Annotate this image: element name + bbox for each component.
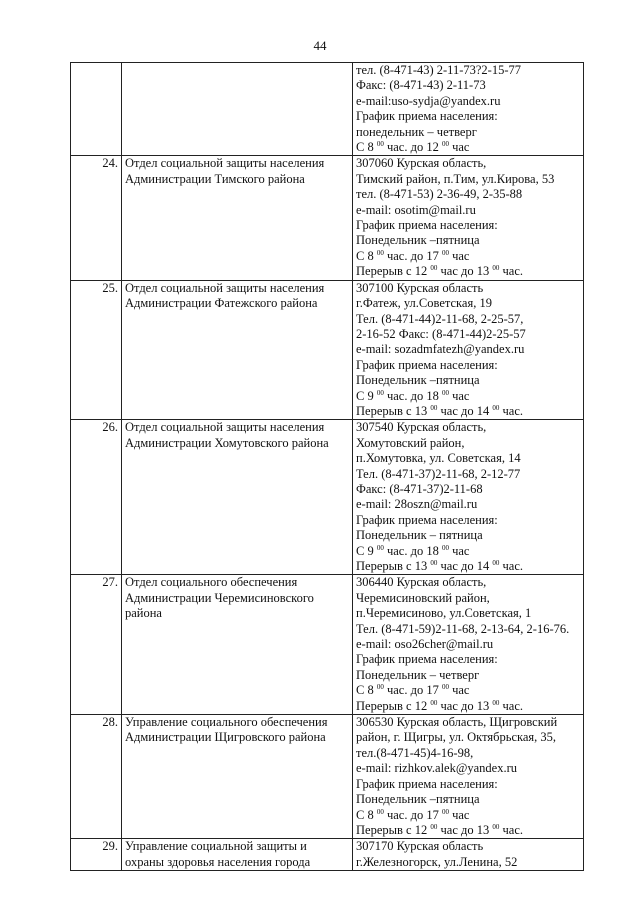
superscript-minutes: 00 <box>441 140 449 149</box>
contact-info <box>353 575 584 715</box>
contact-info-line: График приема населения: <box>356 109 498 124</box>
organization-name <box>122 839 353 871</box>
contact-info-line: Черемисиновский район, <box>356 590 490 605</box>
contact-info-line: С 8 $^{00}$ час. до 17 $^{00}$ час <box>356 248 470 263</box>
contact-info-line: Тел. (8-471-37)2-11-68, 2-12-77 <box>356 466 521 481</box>
contact-info-line: Факс: (8-471-43) 2-11-73 <box>356 78 486 93</box>
contact-info-line: тел. (8-471-43) 2-11-73?2-15-77 <box>356 63 522 77</box>
organization-name-line: Администрации Щигровского района <box>125 730 326 745</box>
superscript-minutes: 00 <box>441 388 449 397</box>
contact-info <box>353 420 584 575</box>
organization-name-line: охраны здоровья населения города <box>125 854 311 869</box>
superscript-minutes: 00 <box>430 264 438 273</box>
table-row <box>71 280 584 420</box>
contact-info-line: График приема населения: <box>356 512 498 527</box>
table-row <box>71 420 584 575</box>
contact-info-line: 307100 Курская область <box>356 280 484 295</box>
contact-info-line: e-mail: 28oszn@mail.ru <box>356 497 478 512</box>
contact-info-line: e-mail: osotim@mail.ru <box>356 202 476 217</box>
contact-info-line: тел. (8-471-53) 2-36-49, 2-35-88 <box>356 187 523 202</box>
superscript-minutes: 00 <box>441 683 449 692</box>
contact-info-line: Понедельник – пятница <box>356 528 483 543</box>
table-row <box>71 575 584 715</box>
contact-info-line: 307170 Курская область <box>356 839 484 854</box>
row-number <box>71 63 122 156</box>
contact-info-line: Хомутовский район, <box>356 435 465 450</box>
superscript-minutes: 00 <box>376 388 384 397</box>
table-row <box>71 63 584 156</box>
contact-info-line: 307060 Курская область, <box>356 156 487 171</box>
contact-info-line: п.Хомутовка, ул. Советская, 14 <box>356 451 521 466</box>
organization-name-line: Отдел социальной защиты населения <box>125 280 325 295</box>
contact-info <box>353 839 584 871</box>
row-number: 28. <box>71 715 122 839</box>
contact-info-line: тел.(8-471-45)4-16-98, <box>356 745 474 760</box>
organization-name-line: Отдел социальной защиты населения <box>125 156 325 171</box>
organization-name-line: Администрации Хомутовского района <box>125 435 329 450</box>
contact-info-line: 306530 Курская область, Щигровский <box>356 715 558 730</box>
superscript-minutes: 00 <box>430 559 438 567</box>
organization-name-line: Управление социального обеспечения <box>125 715 328 730</box>
organization-name-line: Отдел социальной защиты населения <box>125 420 325 435</box>
contact-info-line: e-mail: rizhkov.alek@yandex.ru <box>356 761 517 776</box>
table-body <box>71 63 584 871</box>
contact-info-line: График приема населения: <box>356 652 498 667</box>
contact-info-line: Понедельник –пятница <box>356 373 480 388</box>
contact-info-line: e-mail:uso-sydja@yandex.ru <box>356 93 501 108</box>
contact-info-line: Тел. (8-471-44)2-11-68, 2-25-57, <box>356 311 524 326</box>
superscript-minutes: 00 <box>376 683 384 692</box>
organization-name <box>122 575 353 715</box>
contact-info-line: г.Фатеж, ул.Советская, 19 <box>356 296 492 311</box>
page-number: 44 <box>313 38 327 53</box>
superscript-minutes: 00 <box>492 822 500 831</box>
contact-info-line: Тимский район, п.Тим, ул.Кирова, 53 <box>356 171 555 186</box>
organization-name <box>122 63 353 156</box>
superscript-minutes: 00 <box>376 543 384 552</box>
row-number: 29. <box>71 839 122 871</box>
organization-name-line: Администрации Черемисиновского <box>125 590 314 605</box>
organization-name-line: Администрации Фатежского района <box>125 296 318 311</box>
contact-info-line: e-mail: sozadmfatezh@yandex.ru <box>356 342 525 357</box>
contact-info-line: График приема населения: <box>356 357 498 372</box>
contact-info-line: Факс: (8-471-37)2-11-68 <box>356 481 483 496</box>
superscript-minutes: 00 <box>492 559 500 567</box>
superscript-minutes: 00 <box>376 140 384 149</box>
organization-name <box>122 280 353 420</box>
contact-info-line: Перерыв с 13 $^{00}$ час до 14 $^{00}$ час. <box>356 559 523 573</box>
superscript-minutes: 00 <box>430 822 438 831</box>
contact-info-line: 307540 Курская область, <box>356 420 487 435</box>
superscript-minutes: 00 <box>376 248 384 257</box>
contact-info <box>353 715 584 839</box>
superscript-minutes: 00 <box>441 807 449 816</box>
superscript-minutes: 00 <box>492 264 500 273</box>
contact-info-line: С 8 $^{00}$ час. до 12 $^{00}$ час <box>356 140 470 155</box>
contact-info-line: График приема населения: <box>356 218 498 233</box>
contact-info <box>353 156 584 280</box>
contact-info-line: Тел. (8-471-59)2-11-68, 2-13-64, 2-16-76. <box>356 621 570 636</box>
organization-name-line: Отдел социального обеспечения <box>125 575 298 590</box>
organization-name <box>122 420 353 575</box>
table-row <box>71 156 584 280</box>
row-number: 26. <box>71 420 122 575</box>
superscript-minutes: 00 <box>492 698 500 707</box>
contact-info-line: С 9 $^{00}$ час. до 18 $^{00}$ час <box>356 543 470 558</box>
contact-info-line: С 9 $^{00}$ час. до 18 $^{00}$ час <box>356 388 470 403</box>
superscript-minutes: 00 <box>441 543 449 552</box>
contacts-table <box>70 62 584 871</box>
contact-info-line: С 8 $^{00}$ час. до 17 $^{00}$ час <box>356 807 470 822</box>
contact-info-line: п.Черемисиново, ул.Советская, 1 <box>356 606 532 621</box>
table-row <box>71 839 584 871</box>
organization-name <box>122 715 353 839</box>
contact-info-line: Перерыв с 12 $^{00}$ час до 13 $^{00}$ час. <box>356 264 523 279</box>
contact-info-line: 306440 Курская область, <box>356 575 487 590</box>
row-number: 24. <box>71 156 122 280</box>
superscript-minutes: 00 <box>441 248 449 257</box>
organization-name-line: района <box>125 606 162 621</box>
row-number: 27. <box>71 575 122 715</box>
contact-info-line: понедельник – четверг <box>356 124 477 139</box>
contact-info-line: г.Железногорск, ул.Ленина, 52 <box>356 854 518 869</box>
contact-info-line: Перерыв с 12 $^{00}$ час до 13 $^{00}$ час. <box>356 698 523 713</box>
contact-info-line: Перерыв с 13 $^{00}$ час до 14 $^{00}$ час. <box>356 403 523 418</box>
superscript-minutes: 00 <box>376 807 384 816</box>
contact-info-line: С 8 $^{00}$ час. до 17 $^{00}$ час <box>356 683 470 698</box>
contact-info-line: Понедельник – четверг <box>356 667 480 682</box>
contact-info-line: График приема населения: <box>356 776 498 791</box>
organization-name-line: Управление социальной защиты и <box>125 839 307 854</box>
contact-info-line: e-mail: oso26cher@mail.ru <box>356 637 494 652</box>
contact-info <box>353 280 584 420</box>
contact-info-line: Понедельник –пятница <box>356 233 480 248</box>
table-row <box>71 715 584 839</box>
contact-info-line: Понедельник –пятница <box>356 792 480 807</box>
superscript-minutes: 00 <box>430 698 438 707</box>
superscript-minutes: 00 <box>430 403 438 412</box>
contact-info-line: район, г. Щигры, ул. Октябрьская, 35, <box>356 730 557 745</box>
contact-info-line: 2-16-52 Факс: (8-471-44)2-25-57 <box>356 326 526 341</box>
contact-info-line: Перерыв с 12 $^{00}$ час до 13 $^{00}$ час. <box>356 822 523 837</box>
organization-name <box>122 156 353 280</box>
organization-name-line: Администрации Тимского района <box>125 171 305 186</box>
superscript-minutes: 00 <box>492 403 500 412</box>
contact-info <box>353 63 584 156</box>
row-number: 25. <box>71 280 122 420</box>
